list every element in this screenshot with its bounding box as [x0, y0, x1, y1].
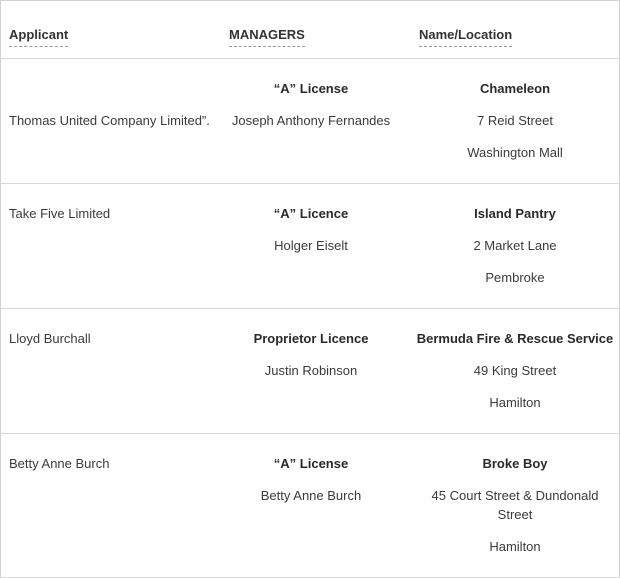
location-cell [411, 59, 619, 183]
establishment-name: Broke Boy [482, 456, 548, 471]
manager-name: Holger Eiselt [274, 238, 348, 253]
address-line: 2 Market Lane [473, 238, 557, 253]
establishment-name: Island Pantry [474, 206, 556, 221]
address-line: Hamilton [489, 539, 541, 554]
manager-name: Betty Anne Burch [260, 488, 362, 503]
applicant-name: Take Five Limited [9, 206, 111, 221]
applicant-name: Betty Anne Burch [9, 456, 110, 471]
column-header-managers[interactable]: MANAGERS [229, 25, 305, 47]
applicant-cell [1, 184, 211, 308]
table-row [1, 309, 619, 434]
license-type: “A” License [273, 81, 349, 96]
address-line: Hamilton [489, 395, 541, 410]
license-type: Proprietor Licence [253, 331, 369, 346]
rows-container [1, 59, 619, 578]
establishment-name: Chameleon [479, 81, 551, 96]
establishment-name: Bermuda Fire & Rescue Service [416, 331, 614, 346]
location-cell [411, 434, 619, 577]
applicant-name: Thomas United Company Limited”. [9, 113, 210, 128]
applicant-cell [1, 434, 211, 577]
table-header-row [1, 1, 619, 59]
address-line: Pembroke [485, 270, 545, 285]
column-header-name-location[interactable]: Name/Location [419, 25, 512, 47]
manager-name: Joseph Anthony Fernandes [231, 113, 391, 128]
applicant-cell [1, 59, 211, 183]
address-line: Washington Mall [467, 145, 563, 160]
location-cell [411, 309, 619, 433]
applicant-name: Lloyd Burchall [9, 331, 91, 346]
applicant-spacer [9, 79, 209, 98]
managers-cell [211, 184, 411, 308]
address-line: 7 Reid Street [477, 113, 553, 128]
address-line: 45 Court Street & Dundonald Street [431, 488, 599, 522]
table-row [1, 59, 619, 184]
managers-cell [211, 434, 411, 577]
managers-cell [211, 59, 411, 183]
table-row [1, 434, 619, 578]
license-type: “A” Licence [273, 206, 349, 221]
address-line: 49 King Street [473, 363, 557, 378]
manager-name: Justin Robinson [264, 363, 358, 378]
location-cell [411, 184, 619, 308]
managers-cell [211, 309, 411, 433]
license-type: “A” License [273, 456, 349, 471]
table-row [1, 184, 619, 309]
applicant-cell [1, 309, 211, 433]
column-header-applicant[interactable]: Applicant [9, 25, 68, 47]
